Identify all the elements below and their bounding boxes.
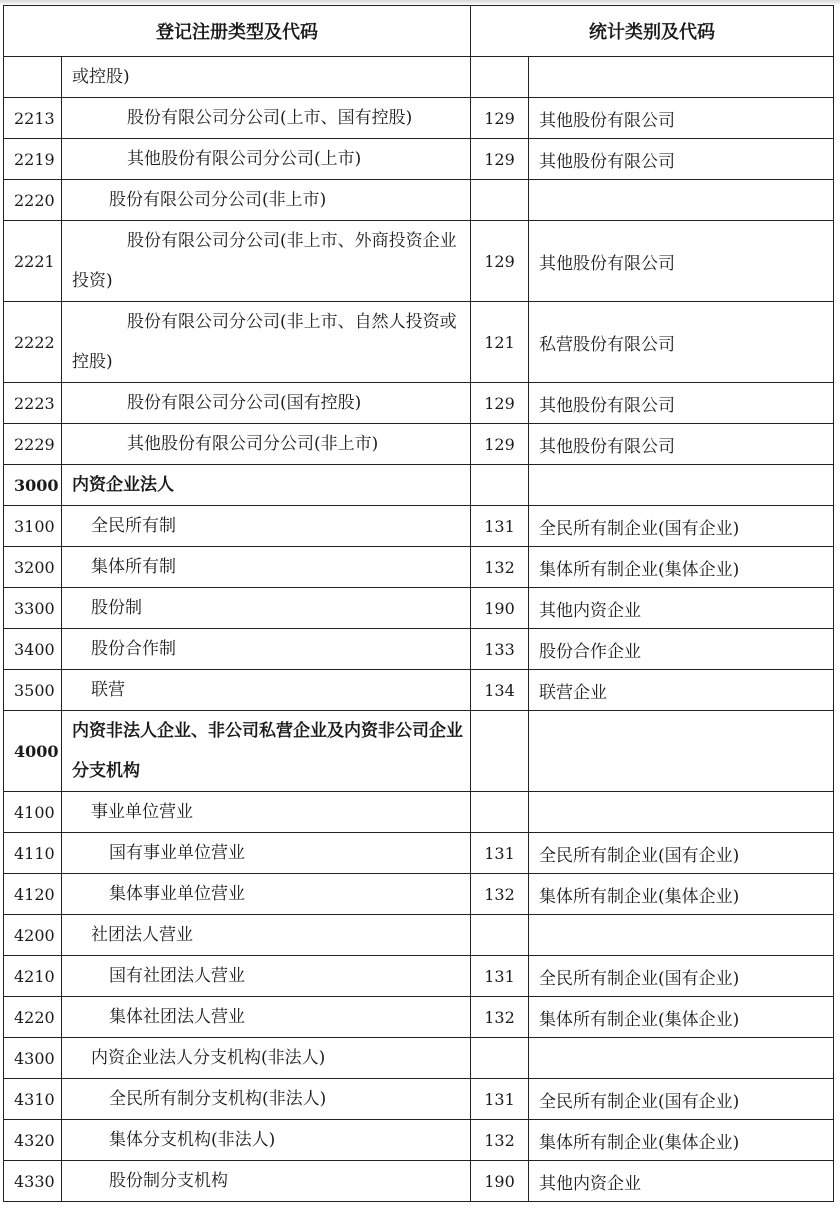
registration-type-name: 全民所有制 [62, 506, 471, 547]
registration-type-name: 股份有限公司分公司(国有控股) [62, 383, 471, 424]
statistics-code [471, 792, 529, 833]
statistics-category-name: 其他股份有限公司 [529, 98, 834, 139]
registration-code: 4320 [4, 1120, 62, 1161]
statistics-code: 131 [471, 956, 529, 997]
registration-code: 3500 [4, 670, 62, 711]
registration-type-name: 内资企业法人分支机构(非法人) [62, 1038, 471, 1079]
registration-code: 4300 [4, 1038, 62, 1079]
statistics-code: 131 [471, 833, 529, 874]
table-row [4, 221, 834, 302]
table-row [4, 588, 834, 629]
statistics-category-name [529, 711, 834, 792]
registration-type-name: 股份有限公司分公司(非上市、自然人投资或控股) [62, 302, 471, 383]
registration-code [4, 57, 62, 98]
registration-type-name: 集体所有制 [62, 547, 471, 588]
registration-type-name: 集体社团法人营业 [62, 997, 471, 1038]
table-row [4, 1161, 834, 1202]
registration-type-name: 联营 [62, 670, 471, 711]
statistics-code: 131 [471, 506, 529, 547]
statistics-code: 121 [471, 302, 529, 383]
registration-type-name: 股份有限公司分公司(非上市、外商投资企业投资) [62, 221, 471, 302]
table-row [4, 956, 834, 997]
registration-type-name: 股份制分支机构 [62, 1161, 471, 1202]
registration-type-name: 全民所有制分支机构(非法人) [62, 1079, 471, 1120]
table-row [4, 57, 834, 98]
statistics-category-name: 集体所有制企业(集体企业) [529, 547, 834, 588]
registration-code: 2229 [4, 424, 62, 465]
statistics-code: 190 [471, 588, 529, 629]
statistics-code: 129 [471, 139, 529, 180]
table-row [4, 1079, 834, 1120]
registration-type-name: 股份制 [62, 588, 471, 629]
table-row [4, 915, 834, 956]
registration-code: 3000 [4, 465, 62, 506]
statistics-category-name: 集体所有制企业(集体企业) [529, 1120, 834, 1161]
registration-type-name: 或控股) [62, 57, 471, 98]
registration-code: 2219 [4, 139, 62, 180]
statistics-code: 129 [471, 424, 529, 465]
table-row [4, 98, 834, 139]
registration-code: 2223 [4, 383, 62, 424]
registration-code: 4210 [4, 956, 62, 997]
table-row [4, 670, 834, 711]
table-row [4, 833, 834, 874]
statistics-code [471, 465, 529, 506]
statistics-category-name [529, 465, 834, 506]
statistics-code [471, 180, 529, 221]
registration-code: 2221 [4, 221, 62, 302]
table-row [4, 302, 834, 383]
registration-type-name: 其他股份有限公司分公司(非上市) [62, 424, 471, 465]
statistics-code: 134 [471, 670, 529, 711]
statistics-category-name: 其他股份有限公司 [529, 424, 834, 465]
registration-code: 4330 [4, 1161, 62, 1202]
statistics-code: 132 [471, 547, 529, 588]
statistics-code [471, 915, 529, 956]
statistics-category-name: 全民所有制企业(国有企业) [529, 1079, 834, 1120]
statistics-category-name [529, 1038, 834, 1079]
statistics-category-name: 其他内资企业 [529, 1161, 834, 1202]
statistics-code: 190 [471, 1161, 529, 1202]
statistics-category-name: 集体所有制企业(集体企业) [529, 997, 834, 1038]
statistics-category-name: 全民所有制企业(国有企业) [529, 956, 834, 997]
registration-code: 4310 [4, 1079, 62, 1120]
statistics-category-name: 其他股份有限公司 [529, 383, 834, 424]
table-row [4, 711, 834, 792]
statistics-category-name [529, 915, 834, 956]
statistics-category-name: 其他内资企业 [529, 588, 834, 629]
registration-code: 3300 [4, 588, 62, 629]
statistics-category-name: 私营股份有限公司 [529, 302, 834, 383]
statistics-category-name: 股份合作企业 [529, 629, 834, 670]
statistics-code: 132 [471, 997, 529, 1038]
registration-type-name: 其他股份有限公司分公司(上市) [62, 139, 471, 180]
statistics-category-name: 其他股份有限公司 [529, 139, 834, 180]
table-row [4, 547, 834, 588]
statistics-code [471, 57, 529, 98]
table-row [4, 1038, 834, 1079]
registration-code: 3400 [4, 629, 62, 670]
table-row [4, 139, 834, 180]
registration-code: 4200 [4, 915, 62, 956]
statistics-code: 132 [471, 874, 529, 915]
registration-type-name: 集体事业单位营业 [62, 874, 471, 915]
registration-type-name: 内资企业法人 [62, 465, 471, 506]
registration-type-name: 事业单位营业 [62, 792, 471, 833]
registration-type-table [3, 5, 834, 1202]
header-registration-type: 登记注册类型及代码 [4, 6, 471, 57]
table-row [4, 874, 834, 915]
statistics-code: 132 [471, 1120, 529, 1161]
statistics-category-name: 集体所有制企业(集体企业) [529, 874, 834, 915]
statistics-category-name [529, 57, 834, 98]
statistics-category-name: 其他股份有限公司 [529, 221, 834, 302]
registration-code: 4000 [4, 711, 62, 792]
statistics-category-name [529, 180, 834, 221]
registration-code: 4100 [4, 792, 62, 833]
registration-code: 2222 [4, 302, 62, 383]
statistics-code: 129 [471, 221, 529, 302]
registration-type-name: 股份有限公司分公司(非上市) [62, 180, 471, 221]
registration-type-name: 股份有限公司分公司(上市、国有控股) [62, 98, 471, 139]
registration-type-name: 内资非法人企业、非公司私营企业及内资非公司企业分支机构 [62, 711, 471, 792]
table-header-row [4, 6, 834, 57]
registration-code: 4110 [4, 833, 62, 874]
table-row [4, 424, 834, 465]
registration-code: 2220 [4, 180, 62, 221]
table-row [4, 465, 834, 506]
header-statistics-category: 统计类别及代码 [471, 6, 834, 57]
table-row [4, 792, 834, 833]
registration-code: 4220 [4, 997, 62, 1038]
registration-code: 4120 [4, 874, 62, 915]
registration-type-name: 股份合作制 [62, 629, 471, 670]
table-row [4, 180, 834, 221]
statistics-category-name: 全民所有制企业(国有企业) [529, 833, 834, 874]
registration-type-name: 集体分支机构(非法人) [62, 1120, 471, 1161]
statistics-category-name: 全民所有制企业(国有企业) [529, 506, 834, 547]
statistics-code: 133 [471, 629, 529, 670]
registration-type-name: 国有事业单位营业 [62, 833, 471, 874]
table-row [4, 506, 834, 547]
table-row [4, 1120, 834, 1161]
registration-code: 3100 [4, 506, 62, 547]
registration-type-name: 国有社团法人营业 [62, 956, 471, 997]
table-row [4, 629, 834, 670]
registration-code: 2213 [4, 98, 62, 139]
statistics-code: 129 [471, 98, 529, 139]
registration-type-name: 社团法人营业 [62, 915, 471, 956]
statistics-code: 129 [471, 383, 529, 424]
table-row [4, 997, 834, 1038]
top-border [0, 0, 840, 4]
table-body [4, 57, 834, 1202]
statistics-code [471, 1038, 529, 1079]
statistics-code [471, 711, 529, 792]
statistics-category-name: 联营企业 [529, 670, 834, 711]
registration-code: 3200 [4, 547, 62, 588]
statistics-category-name [529, 792, 834, 833]
table-row [4, 383, 834, 424]
statistics-code: 131 [471, 1079, 529, 1120]
